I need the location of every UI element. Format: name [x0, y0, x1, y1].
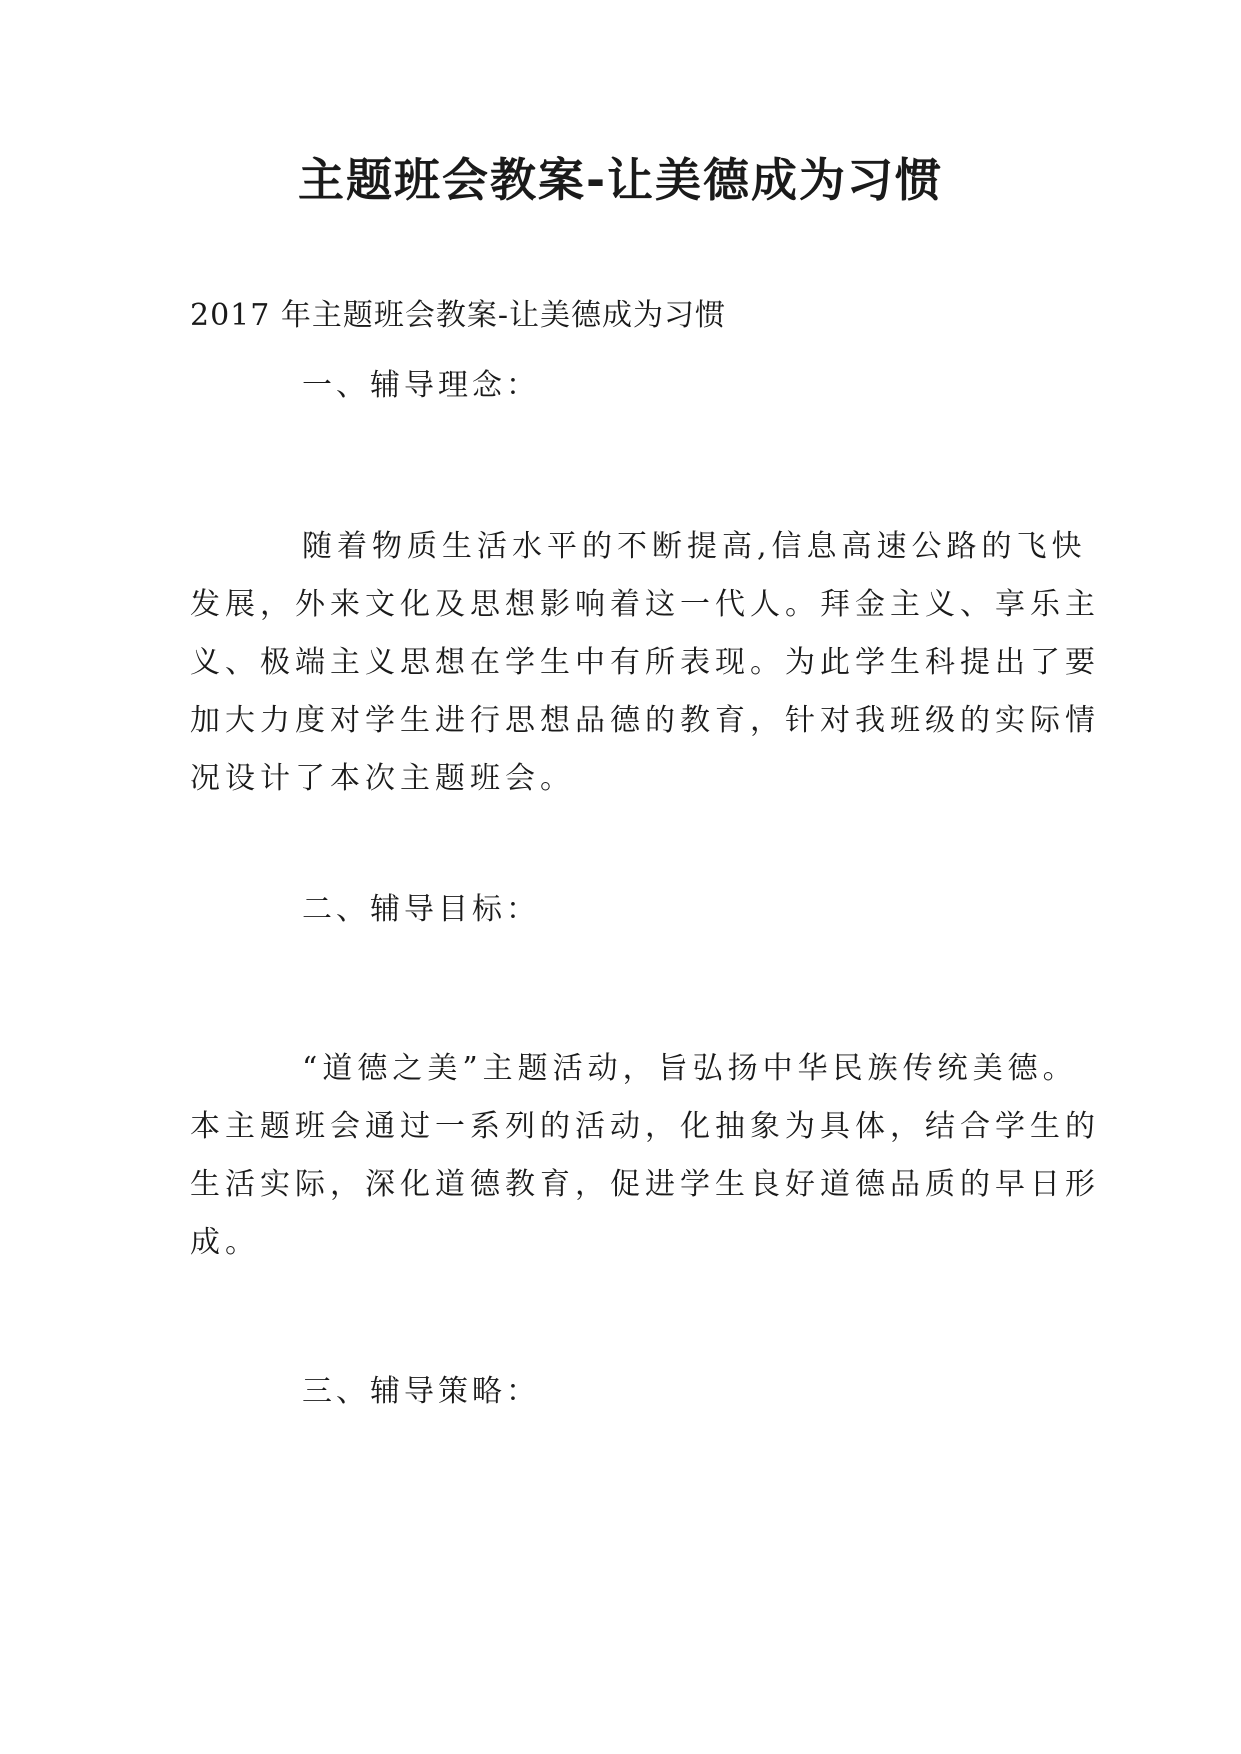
paragraph-line: 况设计了本次主题班会。	[190, 761, 575, 796]
paragraph-line: 义、极端主义思想在学生中有所表现。为此学生科提出了要	[190, 645, 1100, 680]
paragraph-line: 加大力度对学生进行思想品德的教育，针对我班级的实际情	[190, 703, 1100, 738]
section-paragraph-1	[190, 518, 1100, 808]
section-heading-1: 一、辅导理念：	[302, 368, 540, 403]
section-heading-3: 三、辅导策略：	[302, 1374, 540, 1409]
document-title: 主题班会教案-让美德成为习惯	[297, 153, 944, 207]
paragraph-line: “道德之美”主题活动，旨弘扬中华民族传统美德。	[302, 1051, 1078, 1086]
section-heading-2: 二、辅导目标：	[302, 892, 540, 927]
paragraph-line: 本主题班会通过一系列的活动，化抽象为具体，结合学生的	[190, 1109, 1100, 1144]
document-subtitle: 2017 年主题班会教案-让美德成为习惯	[190, 298, 727, 333]
paragraph-line: 发展，外来文化及思想影响着这一代人。拜金主义、享乐主	[190, 587, 1100, 622]
paragraph-line: 成。	[190, 1225, 260, 1260]
paragraph-line: 生活实际，深化道德教育，促进学生良好道德品质的早日形	[190, 1167, 1100, 1202]
section-paragraph-2	[190, 1040, 1100, 1272]
paragraph-line: 随着物质生活水平的不断提高,信息高速公路的飞快	[302, 529, 1087, 564]
